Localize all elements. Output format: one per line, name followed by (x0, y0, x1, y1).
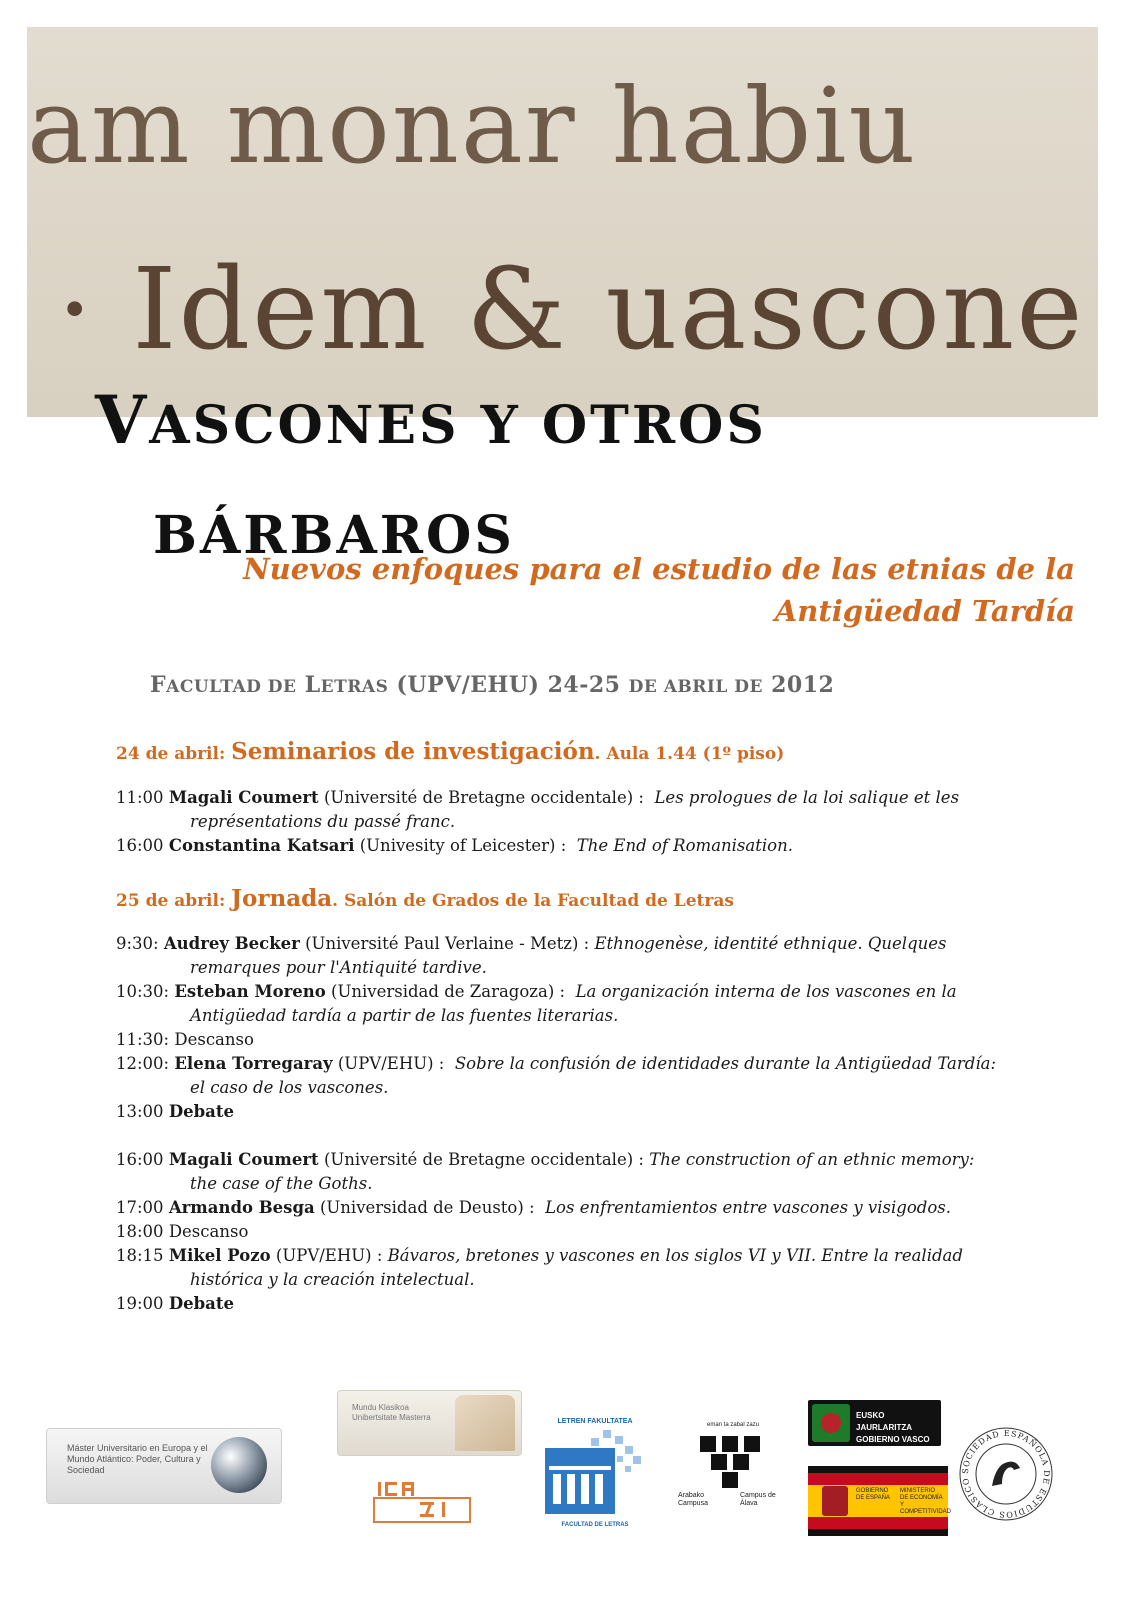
item-time: 17:00 (116, 1198, 164, 1217)
venue-year: 2012 (771, 672, 835, 698)
program-day-2-morning (116, 932, 996, 1124)
venue-initial-l: L (304, 672, 321, 698)
talk-title: Sobre la confusión de identidades durante la Antigüedad Tardía: el caso de los vascones. (190, 1054, 996, 1097)
day-1-heading (116, 738, 784, 765)
venue-de-abril: DE ABRIL DE (628, 677, 763, 697)
ehu-right-line-2: Álava (740, 1500, 758, 1507)
talk-title: Bávaros, bretones y vascones en los siglos VI y VII. Entre la realidad histórica y la creación intelectual. (190, 1246, 963, 1289)
talk-title: Los enfrentamientos entre vascones y visigodos. (545, 1198, 951, 1217)
sociedad-estudios-clasicos-logo (956, 1424, 1056, 1524)
program-item (116, 834, 996, 858)
es-min-line-2: DE ECONOMÍA (900, 1495, 943, 1501)
icazi-logo-mark (372, 1478, 472, 1524)
poster-subtitle (170, 548, 1075, 632)
es-min-line-1: MINISTERIO (900, 1488, 936, 1494)
program-day-2-afternoon (116, 1148, 996, 1316)
manuscript-line-2: · Idem & uascone (57, 245, 1085, 375)
es-min-line-3: Y COMPETITIVIDAD (900, 1502, 952, 1515)
mundu-logo-text (352, 1403, 431, 1423)
sponsor-logos (0, 1380, 1126, 1580)
venue-institution-dates: (UPV/EHU) 24-25 (396, 672, 621, 698)
arch-icon (455, 1395, 515, 1451)
program-item (116, 932, 996, 980)
ehu-left-line-1: Arabako (678, 1492, 705, 1499)
gv-line-2: GOBIERNO VASCO (856, 1435, 930, 1444)
title-line-2: BÁRBAROS (153, 505, 515, 566)
mundu-line-2: Unibertsitate Masterra (352, 1413, 431, 1422)
program-item (116, 1028, 996, 1052)
ehu-motto: eman ta zabal zazu (706, 1422, 760, 1428)
debate-label: Debate (168, 1294, 234, 1313)
break-label: Descanso (174, 1030, 254, 1049)
mundu-line-1: Mundu Klasikoa (352, 1403, 409, 1412)
ehu-campus-alava (740, 1492, 776, 1508)
day-1-label: Seminarios de investigación (231, 738, 595, 765)
speaker-affiliation: (Universidad de Zaragoza) : (331, 982, 566, 1001)
program-item (116, 1220, 996, 1244)
venue-facultad: ACULTAD DE (166, 677, 297, 697)
gv-text (856, 1410, 941, 1446)
venue-initial-f: F (150, 672, 167, 698)
gobierno-vasco-logo (808, 1400, 941, 1446)
letren-top-text: LETREN FAKULTATEA (557, 1418, 633, 1425)
speaker-name: Magali Coumert (168, 788, 319, 807)
program-item (116, 1148, 996, 1196)
title-initial: V (95, 381, 150, 459)
speaker-name: Armando Besga (168, 1198, 315, 1217)
day-2-place: . Salón de Grados de la Facultad de Letras (332, 891, 734, 911)
ehu-tree-icon (678, 1430, 788, 1490)
program-item (116, 1100, 996, 1124)
item-time: 12:00: (116, 1054, 170, 1073)
debate-label: Debate (168, 1102, 234, 1121)
talk-title: La organización interna de los vascones en la Antigüedad tardía a partir de las fuentes literarias. (190, 982, 957, 1025)
title-line-1: ASCONES Y OTROS (149, 395, 767, 456)
ministerio-economia-logo (808, 1466, 952, 1536)
ehu-left-line-2: Campusa (678, 1500, 708, 1507)
program-item (116, 1052, 996, 1100)
letren-bottom-text: FACULTAD DE LETRAS (561, 1522, 629, 1528)
talk-title: The construction of an ethnic memory: the case of the Goths. (190, 1150, 975, 1193)
speaker-name: Audrey Becker (163, 934, 300, 953)
ministerio-text (900, 1488, 951, 1516)
day-2-date: 25 de abril: (116, 891, 226, 911)
speaker-affiliation: (Université de Bretagne occidentale) : (323, 1150, 644, 1169)
talk-title: The End of Romanisation. (576, 836, 793, 855)
speaker-name: Magali Coumert (168, 1150, 319, 1169)
program-item (116, 980, 996, 1028)
item-time: 16:00 (116, 1150, 164, 1169)
master-europa-logo (46, 1428, 282, 1504)
item-time: 11:00 (116, 788, 164, 807)
icazi-logo (372, 1478, 472, 1524)
program-item (116, 786, 996, 834)
day-1-date: 24 de abril: (116, 744, 226, 764)
venue-line (150, 672, 834, 698)
item-time: 16:00 (116, 836, 164, 855)
subtitle-line-1: Nuevos enfoques para el estudio de las etnias de la (243, 552, 1075, 586)
master-logo-text: Máster Universitario en Europa y el Mundo Atlántico: Poder, Cultura y Sociedad (67, 1443, 208, 1475)
speaker-affiliation: (Univesity of Leicester) : (359, 836, 567, 855)
facultad-letras-logo (545, 1418, 645, 1528)
speaker-affiliation: (UPV/EHU) : (337, 1054, 445, 1073)
basque-shield-icon (812, 1404, 850, 1442)
globe-icon (211, 1437, 267, 1493)
talk-title: Les prologues de la loi salique et les représentations du passé franc. (190, 788, 960, 831)
speaker-affiliation: (Université de Bretagne occidentale) : (323, 788, 644, 807)
upv-ehu-logo (678, 1422, 788, 1522)
day-1-place: . Aula 1.44 (1º piso) (594, 744, 785, 764)
item-time: 19:00 (116, 1294, 164, 1313)
program-item (116, 1244, 996, 1292)
manuscript-line-1: am monar habiu (27, 65, 918, 187)
item-time: 10:30: (116, 982, 170, 1001)
mundu-klasikoa-logo (337, 1390, 522, 1456)
letras-building-icon (545, 1426, 645, 1522)
item-time: 9:30: (116, 934, 159, 953)
speaker-affiliation: (Universidad de Deusto) : (319, 1198, 535, 1217)
spain-crest-icon (822, 1486, 848, 1516)
day-2-heading (116, 885, 734, 912)
item-time: 18:15 (116, 1246, 164, 1265)
sec-ring-text: SOCIEDAD ESPAÑOLA DE ESTUDIOS CLÁSICO (960, 1428, 1052, 1520)
sec-seal-icon (956, 1424, 1056, 1524)
day-2-label: Jornada (231, 885, 333, 912)
speaker-name: Elena Torregaray (174, 1054, 333, 1073)
talk-title: Ethnogenèse, identité ethnique. Quelques remarques pour l'Antiquité tardive. (190, 934, 947, 977)
item-time: 18:00 (116, 1222, 164, 1241)
es-gov-line-2: DE ESPAÑA (856, 1495, 890, 1501)
item-time: 11:30: (116, 1030, 170, 1049)
program-item (116, 1292, 996, 1316)
speaker-name: Mikel Pozo (168, 1246, 271, 1265)
es-gov-line-1: GOBIERNO (856, 1488, 889, 1494)
gv-line-1: EUSKO JAURLARITZA (856, 1411, 912, 1432)
item-time: 13:00 (116, 1102, 164, 1121)
break-label: Descanso (168, 1222, 249, 1241)
ehu-arabako-campusa (678, 1492, 708, 1508)
program-item (116, 1196, 996, 1220)
subtitle-line-2: Antigüedad Tardía (774, 594, 1075, 628)
gobierno-espana-text (856, 1488, 890, 1502)
venue-letras: ETRAS (320, 677, 389, 697)
ehu-right-line-1: Campus de (740, 1492, 776, 1499)
manuscript-banner-image (27, 27, 1098, 417)
program-day-1 (116, 786, 996, 858)
speaker-name: Esteban Moreno (174, 982, 326, 1001)
speaker-affiliation: (Université Paul Verlaine - Metz) : (305, 934, 590, 953)
speaker-affiliation: (UPV/EHU) : (275, 1246, 383, 1265)
speaker-name: Constantina Katsari (168, 836, 355, 855)
